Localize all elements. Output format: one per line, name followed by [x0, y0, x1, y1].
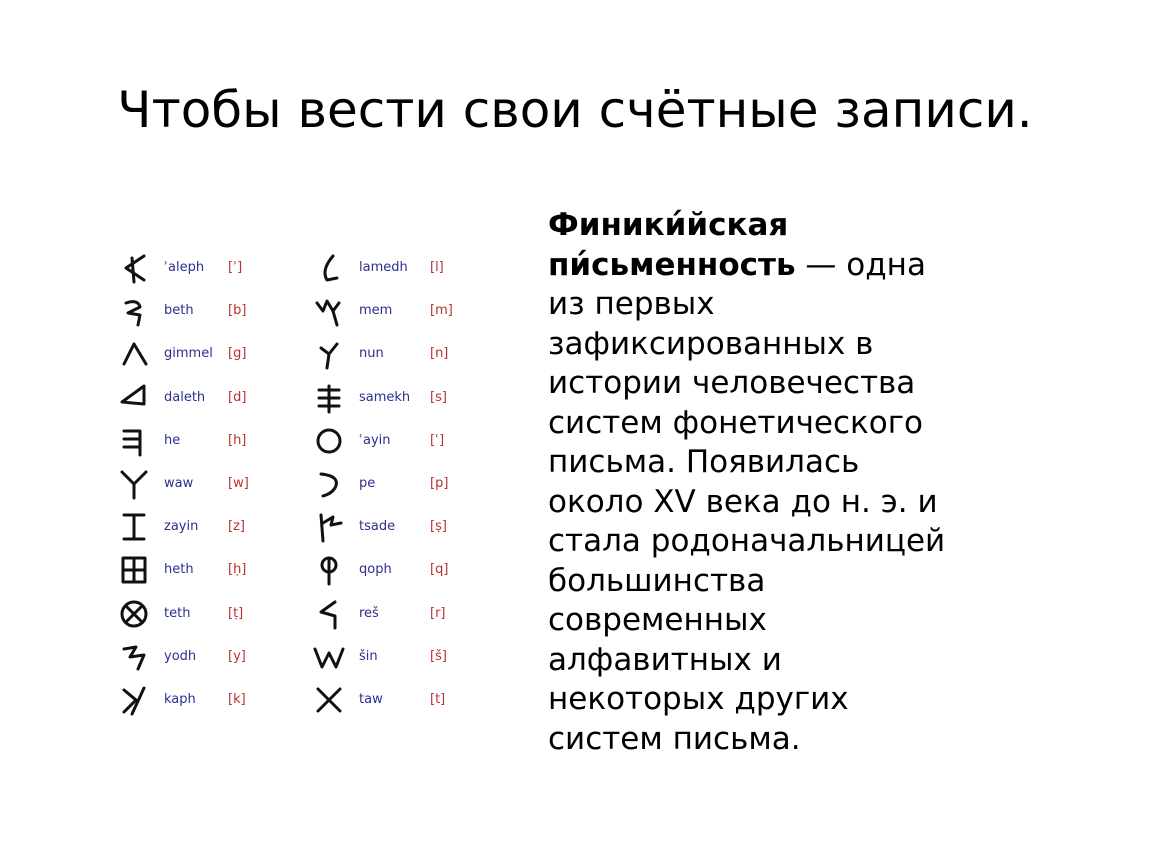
description-line: алфавитных и — [548, 641, 782, 678]
letter-name: lamedh — [359, 260, 408, 275]
letter-name: gimmel — [164, 346, 213, 362]
letter-row — [305, 464, 485, 504]
teth-glyph-icon — [118, 598, 150, 630]
letter-name: ʿayin — [359, 432, 391, 448]
description-line: систем письма. — [548, 720, 801, 757]
description-line: стала родоначальницей — [548, 523, 946, 559]
description-line: письма. Появилась — [548, 444, 860, 480]
letter-name: samekh — [359, 389, 411, 405]
description-line: зафиксированных в — [548, 325, 874, 362]
letter-name: daleth — [164, 389, 206, 405]
letter-row — [305, 291, 485, 331]
letter-row — [305, 248, 485, 288]
letter-name: tsade — [359, 519, 396, 535]
letter-row — [110, 594, 290, 634]
phoenician-alphabet-table — [110, 248, 470, 728]
letter-name: nun — [359, 346, 384, 362]
letter-transliteration: [t] — [430, 692, 446, 707]
aleph-glyph-icon — [118, 252, 150, 284]
letter-transliteration: [s] — [430, 389, 447, 405]
letter-name: qoph — [359, 562, 392, 578]
letter-row — [305, 550, 485, 590]
letter-row — [110, 464, 290, 504]
description-line: современных — [548, 602, 767, 638]
mem-glyph-icon — [313, 295, 345, 327]
gimmel-glyph-icon — [118, 338, 150, 370]
daleth-glyph-icon — [118, 382, 150, 414]
letter-transliteration: [ṣ] — [430, 519, 447, 535]
letter-row — [110, 680, 290, 720]
letter-transliteration: [ʿ] — [430, 432, 445, 448]
description-line: истории человечества — [548, 365, 916, 401]
qoph-glyph-icon — [313, 554, 345, 586]
letter-name: mem — [359, 303, 393, 319]
letter-row — [305, 680, 485, 720]
letter-row — [110, 421, 290, 461]
letter-transliteration: [d] — [228, 389, 247, 405]
letter-name: kaph — [164, 692, 196, 707]
description-line: из первых — [548, 286, 715, 322]
slide-title: Чтобы вести свои счётные записи. — [117, 81, 1033, 139]
letter-name: taw — [359, 692, 383, 707]
letter-transliteration: [r] — [430, 605, 446, 621]
sin-glyph-icon — [313, 641, 345, 673]
letter-transliteration: [g] — [228, 346, 247, 362]
letter-row — [110, 248, 290, 288]
letter-name: reš — [359, 605, 379, 621]
pe-glyph-icon — [313, 468, 345, 500]
letter-row — [110, 637, 290, 677]
letter-row — [305, 507, 485, 547]
samekh-glyph-icon — [313, 382, 345, 414]
letter-transliteration: [ḥ] — [228, 562, 247, 578]
description-text — [548, 206, 1018, 759]
letter-name: zayin — [164, 519, 199, 535]
letter-transliteration: [h] — [228, 432, 247, 448]
letter-transliteration: [l] — [430, 260, 444, 275]
letter-row — [305, 594, 485, 634]
letter-transliteration: [b] — [228, 303, 247, 319]
letter-transliteration: [z] — [228, 519, 245, 535]
zayin-glyph-icon — [118, 511, 150, 543]
letter-name: ʾaleph — [164, 260, 205, 275]
kaph-glyph-icon — [118, 684, 150, 716]
letter-transliteration: [ṭ] — [228, 605, 244, 621]
description-line: — одна — [805, 246, 926, 283]
letter-transliteration: [p] — [430, 476, 449, 491]
letter-transliteration: [š] — [430, 648, 447, 664]
letter-row — [110, 334, 290, 374]
ayin-glyph-icon — [313, 425, 345, 457]
res-glyph-icon — [313, 598, 345, 630]
letter-name: yodh — [164, 648, 197, 664]
letter-row — [110, 507, 290, 547]
nun-glyph-icon — [313, 338, 345, 370]
taw-glyph-icon — [313, 684, 345, 716]
heth-glyph-icon — [118, 554, 150, 586]
letter-name: waw — [164, 476, 194, 491]
letter-row — [305, 421, 485, 461]
description-line: около XV века до н. э. и — [548, 483, 938, 520]
letter-transliteration: [w] — [228, 476, 249, 491]
letter-name: teth — [164, 605, 191, 621]
beth-glyph-icon — [118, 295, 150, 327]
description-line: большинства — [548, 562, 766, 599]
letter-row — [110, 291, 290, 331]
letter-row — [305, 378, 485, 418]
letter-name: he — [164, 432, 181, 448]
yodh-glyph-icon — [118, 641, 150, 673]
description-line: некоторых других — [548, 681, 849, 717]
lamedh-glyph-icon — [313, 252, 345, 284]
letter-row — [110, 378, 290, 418]
he-glyph-icon — [118, 425, 150, 457]
letter-transliteration: [q] — [430, 562, 449, 578]
waw-glyph-icon — [118, 468, 150, 500]
letter-transliteration: [n] — [430, 346, 449, 362]
description-line: систем фонетического — [548, 404, 923, 441]
letter-row — [110, 550, 290, 590]
letter-name: heth — [164, 562, 194, 578]
description-term: Финики́йская пи́сьменность — [548, 207, 796, 283]
letter-transliteration: [ʾ] — [228, 260, 243, 275]
letter-transliteration: [y] — [228, 648, 246, 664]
letter-name: beth — [164, 303, 194, 319]
letter-transliteration: [k] — [228, 692, 246, 707]
letter-transliteration: [m] — [430, 303, 453, 319]
letter-row — [305, 334, 485, 374]
letter-name: pe — [359, 476, 376, 491]
letter-name: šin — [359, 648, 378, 664]
tsade-glyph-icon — [313, 511, 345, 543]
letter-row — [305, 637, 485, 677]
